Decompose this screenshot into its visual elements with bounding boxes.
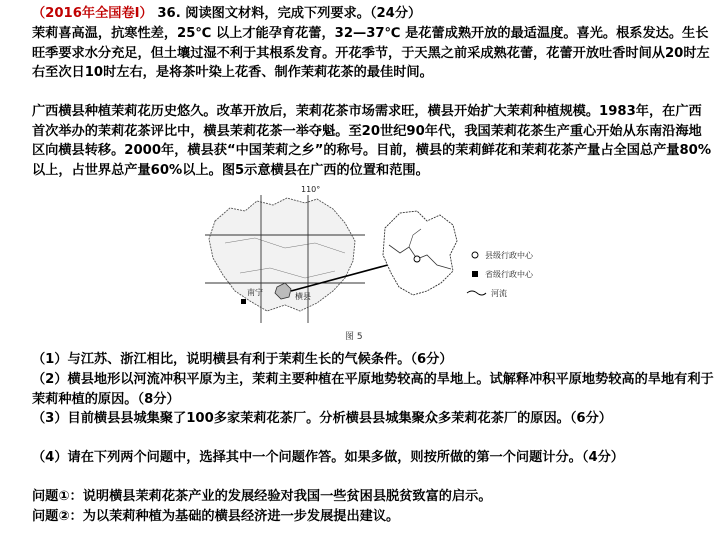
question-title: 36. 阅读图文材料，完成下列要求。（24分） <box>152 6 422 21</box>
figure-caption: 图 5 <box>345 332 363 342</box>
county-seat-marker <box>414 256 420 262</box>
question-option-1: 问题①：说明横县茉莉花茶产业的发展经验对我国一些贫困县脱贫致富的启示。 <box>32 489 492 504</box>
question-1: （1）与江苏、浙江相比，说明横县有利于茉莉生长的气候条件。（6分） <box>32 352 453 367</box>
nanning-marker <box>241 299 246 304</box>
river-icon <box>467 291 486 295</box>
map-svg <box>195 183 535 345</box>
material-paragraph-2: 广西横县种植茉莉花历史悠久。改革开放后，茉莉花茶市场需求旺，横县开始扩大茉莉种植规模。1983年，在广西首次举办的茉莉花茶评比中，横县茉莉花茶一举夺魁。至20世纪90年代，我国茉莉花茶生产重心开始从东南沿海地区向横县转移。2000年，横县获“中国茉莉之乡”的称号。目前，横县的茉莉鲜花和茉莉花茶产量占全国总产量80%以上，占世界总产量60%以上。图5示意横县在广西的位置和范围。 <box>32 104 712 178</box>
hengxian-label: 横县 <box>295 292 311 301</box>
question-2: （2）横县地形以河流冲积平原为主，茉莉主要种植在平原地势较高的旱地上。试解释冲积平原地势较高的旱地有利于茉莉种植的原因。（8分） <box>32 372 714 407</box>
hengxian-detail-map <box>383 211 457 295</box>
county-seat-icon <box>472 252 478 258</box>
question-option-2: 问题②：为以茉莉种植为基础的横县经济进一步发展提出建议。 <box>32 509 400 524</box>
figure-5-map <box>195 183 535 345</box>
longitude-label: 110° <box>301 185 321 194</box>
legend-label-2: 省级行政中心 <box>485 270 533 279</box>
question-header <box>6 4 714 24</box>
province-center-icon <box>472 271 478 277</box>
nanning-label: 南宁 <box>247 288 263 297</box>
question-4: （4）请在下列两个问题中，选择其中一个问题作答。如果多做，则按所做的第一个问题计分。（4分） <box>32 450 624 465</box>
guangxi-map <box>205 185 365 323</box>
legend-label-1: 县级行政中心 <box>485 251 533 260</box>
legend-label-3: 河流 <box>491 289 507 298</box>
exam-source: （2016年全国卷Ⅰ） <box>32 6 153 21</box>
question-3: （3）目前横县县城集聚了100多家茉莉花茶厂。分析横县县城集聚众多茉莉花茶厂的原因。（6分） <box>32 411 612 426</box>
map-legend <box>467 250 534 298</box>
material-paragraph-1: 茉莉喜高温，抗寒性差，25℃ 以上才能孕育花蕾，32—37℃ 是花蕾成熟开放的最适温度。喜光。根系发达。生长旺季要求水分充足，但土壤过湿不利于其根系发育。开花季节，于天黑之前采成熟花蕾，花蕾开放吐香时间从20时左右至次日10时左右，是将茶叶染上花香、制作茉莉花茶的最佳时间。 <box>32 26 710 80</box>
